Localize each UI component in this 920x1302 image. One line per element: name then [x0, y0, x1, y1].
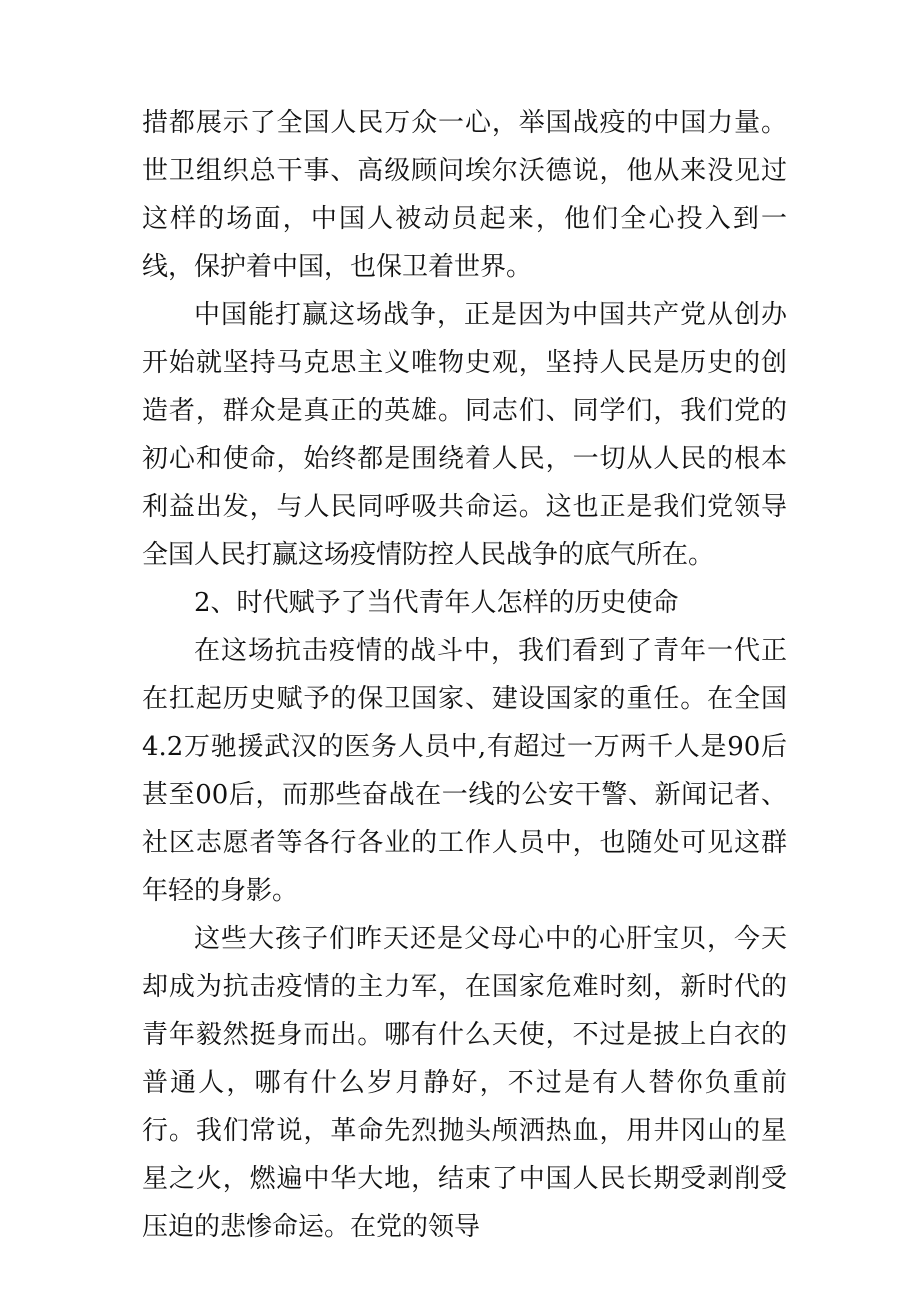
- paragraph-1: 措都展示了全国人民万众一心，举国战疫的中国力量。世卫组织总干事、高级顾问埃尔沃德说，他从来没见过这样的场面，中国人被动员起来，他们全心投入到一线，保护着中国，也保卫着世界。: [142, 108, 787, 282]
- paragraph-2: 中国能打赢这场战争，正是因为中国共产党从创办开始就坚持马克思主义唯物史观，坚持人民是历史的创造者，群众是真正的英雄。同志们、同学们，我们党的初心和使命，始终都是围绕着人民，一切从人民的根本利益出发，与人民同呼吸共命运。这也正是我们党领导全国人民打赢这场疫情防控人民战争的底气所在。: [142, 300, 787, 570]
- paragraph-4: 这些大孩子们昨天还是父母心中的心肝宝贝，今天却成为抗击疫情的主力军，在国家危难时刻，新时代的青年毅然挺身而出。哪有什么天使，不过是披上白衣的普通人，哪有什么岁月静好，不过是有人替你负重前行。我们常说，革命先烈抛头颅洒热血，用井冈山的星星之火，燃遍中华大地，结束了中国人民长期受剥削受压迫的悲惨命运。在党的领导: [142, 924, 787, 1242]
- paragraph-3: 在这场抗击疫情的战斗中，我们看到了青年一代正在扛起历史赋予的保卫国家、建设国家的重任。在全国4.2万驰援武汉的医务人员中,有超过一万两千人是90后甚至00后，而那些奋战在一线的公安干警、新闻记者、社区志愿者等各行各业的工作人员中，也随处可见这群年轻的身影。: [142, 636, 787, 906]
- section-heading: 2、时代赋予了当代青年人怎样的历史使命: [194, 588, 679, 618]
- document-body: [142, 99, 787, 1251]
